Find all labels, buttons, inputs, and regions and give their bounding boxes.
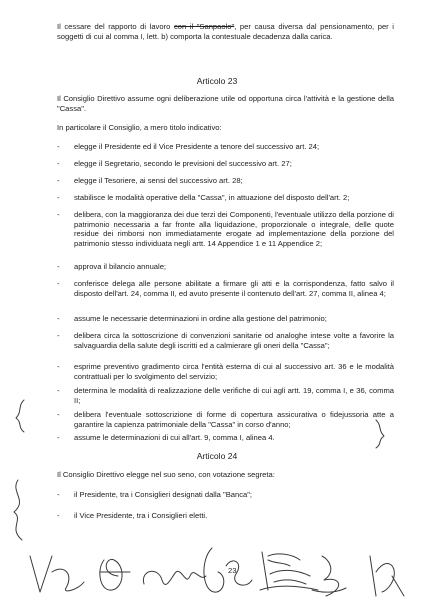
article-23-heading: Articolo 23 [196,76,238,86]
article-24-paragraph-1: Il Consiglio Direttivo elegge nel suo seno, con votazione segreta: [57,470,275,479]
signature-mark [260,552,318,590]
signature-mark [100,559,130,590]
article-24-heading: Articolo 24 [196,451,238,461]
margin-initials-mark [14,480,22,540]
intro-text-before: Il cessare del rapporto di lavoro [57,22,171,31]
signature-mark [30,556,84,592]
article-23-paragraph-2: In particolare il Consiglio, a mero titolo indicativo: [57,123,222,132]
margin-bracket-mark [376,420,384,448]
signature-mark [370,556,404,596]
article-23-paragraph-1: Il Consiglio Direttivo assume ogni deliberazione utile od opportuna circa l'attività e la gestione della "Cassa". [57,94,394,113]
page-number: 23 [228,566,237,575]
intro-struck-text: con il "Sanpaolo" [173,22,235,31]
signature-mark [143,571,206,584]
signature-mark [204,548,252,592]
document-page: Il cessare del rapporto di lavoro con il "Sanpaolo", per causa diversa dal pensionamento, per i soggetti di cui al comma I, lett. b) comporta la contestuale decadenza dalla carica. Articolo 23 Il Consiglio Direttivo assume ogni deliberazione utile od opportuna circa l'attività e la gestione della "Cassa". In particolare il Consiglio, a mero titolo indicativo: - elegge il Presidente ed il Vice Presidente a tenore del successivo art. 24; - elegge il Segretario, secondo le previsioni del successivo art. 27; - elegge il Tesoriere, ai sensi del successivo art. 28; - stabilisce le modalità operative della "Cassa", in attuazione del disposto dell'art. 2; - delibera, con la maggioranza dei due terzi dei Componenti, l'eventuale utilizzo della porzione di patrimonio necessaria a far fronte alla liquidazione, proporzionale o integrale, delle quote residue dei rimborsi non immediatamente erogate ad implementazione della porzione del patrimonio stesso individuata negli artt. 14 Appendice 1 e 11 Appendice 2; - approva il bilancio annuale; - conferisce delega alle persone abilitate a firmare gli atti e la corrispondenza, fatto salvo il disposto dell'art. 24, comma II, ed avuto presente il contenuto dell'art. 27, comma II, alinea 4; - assume le necessarie determinazioni in ordine alla gestione del patrimonio; - delibera circa la sottoscrizione di convenzioni sanitarie od analoghe intese volte a favorire la salvaguardia della salute degli iscritti ed a calmierare gli oneri della "Cassa"; - esprime preventivo gradimento circa l'entità esterna di cui al successivo art. 36 e le modalità contrattuali per lo svolgimento del servizio; - determina le modalità di realizzazione delle verifiche di cui agli artt. 19, comma I, e 36, comma II; - delibera l'eventuale sottoscrizione di forme di copertura assicurativa o fidejussoria atte a garantire la capienza patrimoniale della "Cassa" in corso d'anno; - assume le determinazioni di cui all'art. 9, comma I, alinea 4. Articolo 24 Il Consiglio Direttivo elegge nel suo seno, con votazione segreta: - il Presidente, tra i Consiglieri designati dalla "Banca"; - il Vice Presidente, tra i Consiglieri eletti. 23 [0,0,434,611]
margin-bracket-mark [16,400,24,432]
intro-text-after: , per causa diversa dal pensionamento, per i soggetti di cui al comma I, lett. b) comporta la contestuale decadenza dalla carica. [57,22,394,41]
